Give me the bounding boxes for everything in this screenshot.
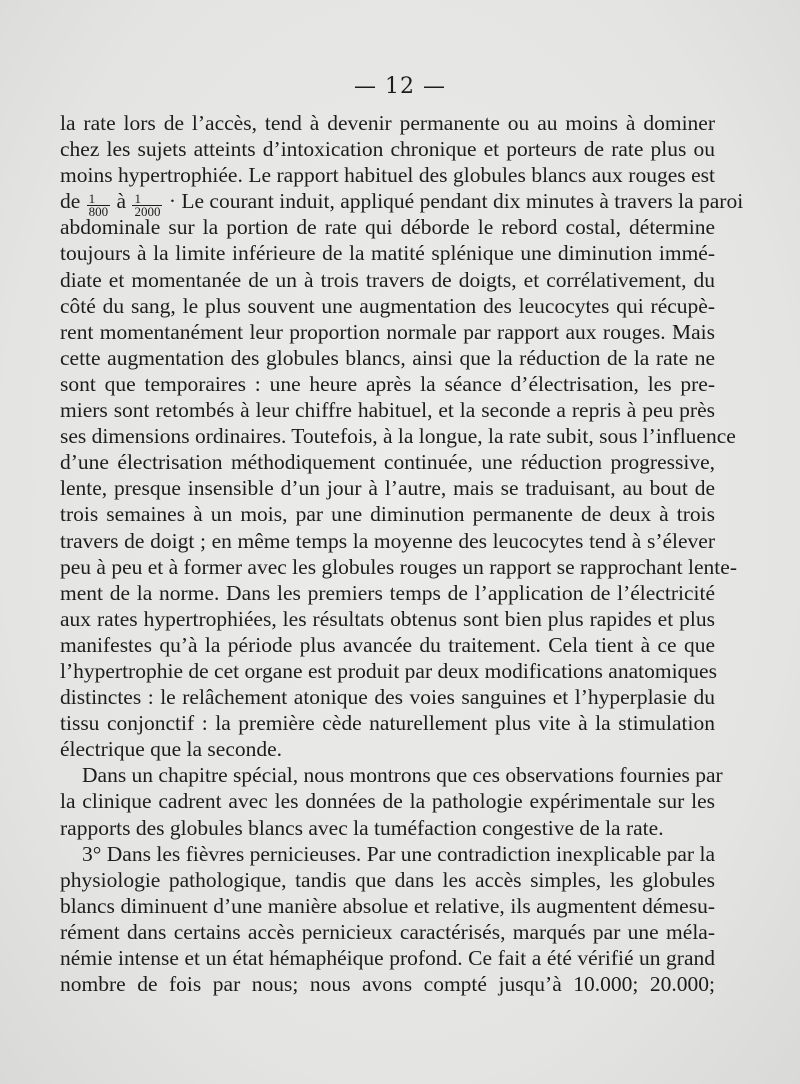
text-line: diate et momentanée de un à trois travers de doigts, et corrélativement, du [60, 267, 715, 292]
text-line: rent momentanément leur proportion normale par rapport aux rouges. Mais [60, 319, 715, 344]
text-line: la rate lors de l’accès, tend à devenir permanente ou au moins à dominer [60, 111, 715, 135]
text-line: travers de doigt ; en même temps la moyenne des leucocytes tend à s’élever [60, 528, 715, 553]
text-line: aux rates hypertrophiées, les résultats obtenus sont bien plus rapides et plus [60, 606, 715, 631]
text-line: distinctes : le relâchement atonique des voies sanguines et l’hyperplasie du [60, 685, 715, 710]
text-line: némie intense et un état hémaphéique profond. Ce fait a été vérifié un grand [60, 946, 715, 970]
text-line: l’hypertrophie de cet organe est produit par deux modifications anatomiques [60, 658, 717, 683]
text-line: côté du sang, le plus souvent une augmentation des leucocytes qui récupè- [60, 293, 715, 318]
text-line: d’une électrisation méthodiquement continuée, une réduction progressive, [60, 450, 715, 475]
text-line: manifestes qu’à la période plus avancée du traitement. Cela tient à ce que [60, 632, 715, 657]
text-line: chez les sujets atteints d’intoxication chronique et porteurs de rate plus ou [60, 137, 715, 162]
text-line: abdominale sur la portion de rate qui déborde le rebord costal, détermine [60, 215, 715, 240]
text-line: ment de la norme. Dans les premiers temps de l’application de l’électricité [60, 580, 715, 605]
text-line: trois semaines à un mois, par une diminution permanente de deux à trois [60, 502, 715, 527]
text-line: miers sont retombés à leur chiffre habituel, et la seconde a repris à peu près [60, 398, 715, 423]
line-suffix: · Le courant induit, appliqué pendant dix minutes à travers la paroi [168, 189, 744, 214]
text-line: tissu conjonctif : la première cède naturellement plus vite à la stimulation [60, 711, 715, 736]
page-text [60, 110, 744, 997]
line-prefix: de [60, 189, 81, 214]
text-line: blancs diminuent d’une manière absolue et relative, ils augmentent démesu- [60, 893, 715, 918]
text-line: peu à peu et à former avec les globules rouges un rapport se rapprochant lente- [60, 554, 737, 579]
line-between: à [116, 189, 127, 214]
page-number: — 12 — [354, 74, 446, 99]
text-line: ses dimensions ordinaires. Toutefois, à la longue, la rate subit, sous l’influence [60, 424, 736, 449]
text-line: nombre de fois par nous; nous avons compté jusqu’à 10.000; 20.000; [60, 972, 715, 997]
text-line: la clinique cadrent avec les données de la pathologie expérimentale sur les [60, 789, 715, 814]
text-line-with-fractions [60, 188, 744, 220]
text-line: sont que temporaires : une heure après la séance d’électrisation, les pre- [60, 371, 715, 396]
text-line: lente, presque insensible d’un jour à l’autre, mais se traduisant, au bout de [60, 476, 715, 501]
text-line: 3° Dans les fièvres pernicieuses. Par une contradiction inexplicable par la [82, 841, 715, 866]
text-line: rapports des globules blancs avec la tuméfaction congestive de la rate. [60, 815, 664, 840]
text-line: physiologie pathologique, tandis que dans les accès simples, les globules [60, 867, 715, 892]
fraction-1-2000: $\frac{1}{2000}$ [134, 191, 161, 220]
text-line: toujours à la limite inférieure de la matité splénique une diminution immé- [60, 241, 715, 266]
text-line: moins hypertrophiée. Le rapport habituel des globules blancs aux rouges est [60, 163, 715, 188]
text-line: rément dans certains accès pernicieux caractérisés, marqués par une méla- [60, 919, 715, 944]
fraction-1-800: $\frac{1}{800}$ [88, 191, 109, 220]
text-line: cette augmentation des globules blancs, ainsi que la réduction de la rate ne [60, 345, 715, 370]
text-line: électrique que la seconde. [60, 737, 283, 762]
text-line: Dans un chapitre spécial, nous montrons que ces observations fournies par [82, 763, 723, 788]
